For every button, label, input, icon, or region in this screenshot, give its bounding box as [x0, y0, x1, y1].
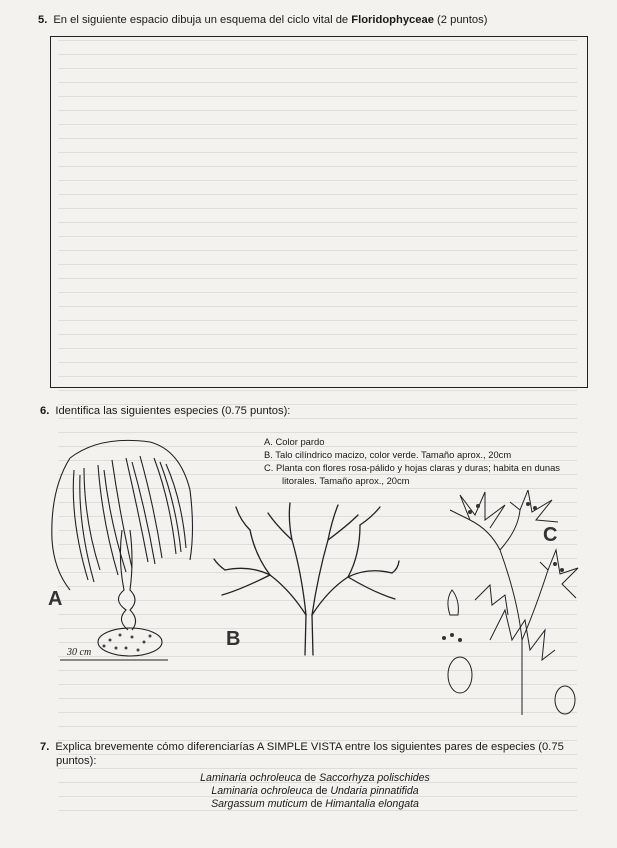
question-text: Explica brevemente cómo diferenciarías A SIMPLE VISTA entre los siguientes pares de especies (0.75 — [55, 741, 564, 753]
option-b: B. Talo cilíndrico macizo, color verde. Tamaño aprox., 20cm — [264, 449, 512, 460]
question-number: 7. — [40, 741, 50, 753]
question-number: 5. — [38, 14, 48, 26]
label-b: B — [226, 628, 241, 650]
drawing-box[interactable] — [50, 36, 588, 388]
question-number: 6. — [40, 405, 50, 417]
question-5 — [38, 14, 487, 26]
option-a: A. Color pardo — [264, 436, 325, 447]
option-c: C. Planta con flores rosa-pálido y hojas claras y duras; habita en dunas litorales. Tamaño aprox., 20cm — [264, 462, 560, 486]
species-name: Floridophyceae — [351, 14, 434, 26]
species-pair: Laminaria ochroleuca de Undaria pinnatifida — [211, 785, 419, 797]
question-7 — [40, 741, 564, 767]
species-options — [264, 435, 564, 487]
species-pair: Laminaria ochroleuca de Saccorhyza polischides — [200, 772, 430, 784]
species-pairs — [150, 772, 480, 811]
question-text-continued: puntos): — [56, 755, 97, 767]
question-text: Identifica las siguientes especies (0.75 puntos): — [55, 405, 291, 417]
label-a: A — [48, 588, 63, 610]
label-c: C — [543, 524, 558, 546]
question-text: En el siguiente espacio dibuja un esquema del ciclo vital de — [53, 14, 352, 26]
species-pair: Sargassum muticum de Himantalia elongata — [211, 798, 419, 810]
kelp-illustration — [40, 430, 200, 670]
question-points: (2 puntos) — [433, 14, 488, 26]
eryngium-illustration — [430, 490, 580, 720]
scale-label: 30 cm — [67, 647, 92, 658]
question-6 — [40, 405, 290, 417]
